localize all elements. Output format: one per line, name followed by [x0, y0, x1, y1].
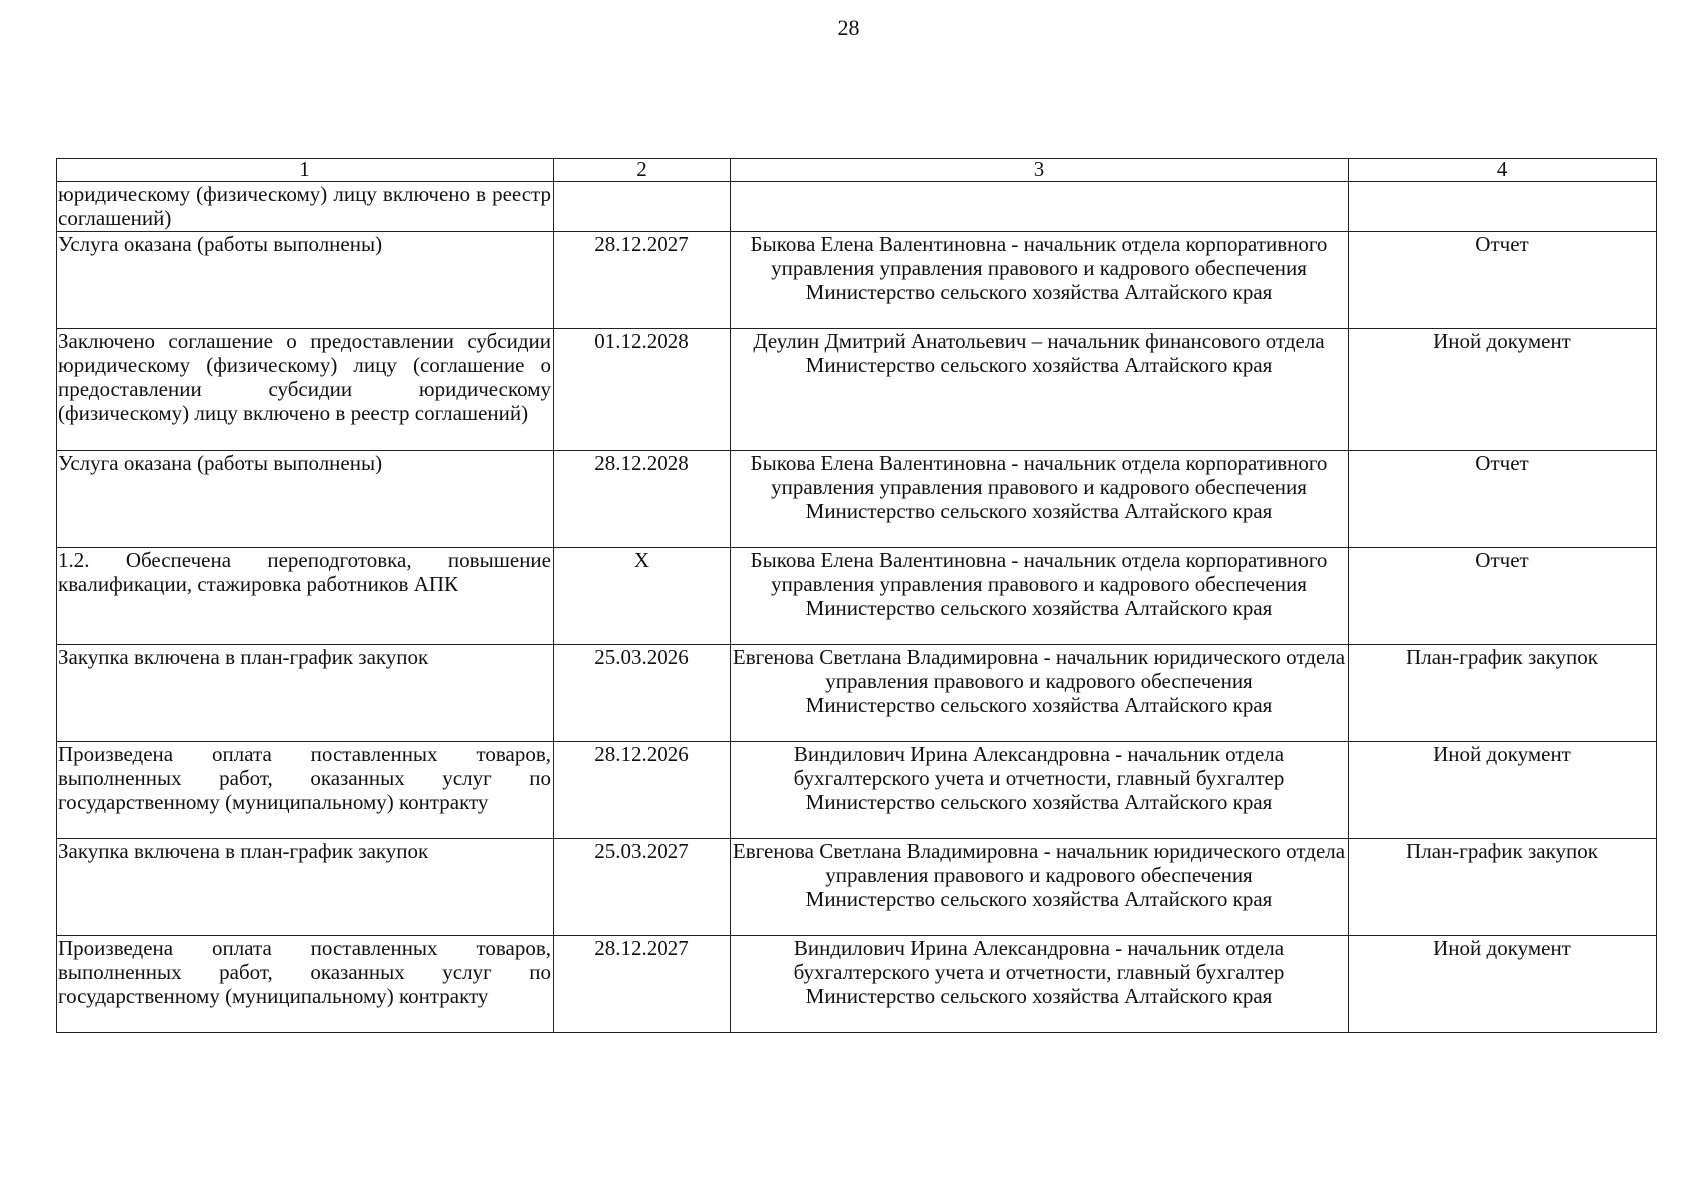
event-cell: Произведена оплата поставленных товаров, выполненных работ, оказанных услуг по государственному (муниципальному) контракту — [57, 936, 554, 1033]
page-number: 28 — [837, 15, 860, 40]
column-header-2: 2 — [554, 159, 731, 182]
date-cell: 28.12.2026 — [554, 742, 731, 839]
table-row — [57, 451, 1657, 548]
column-header-4: 4 — [1349, 159, 1657, 182]
document-cell: Отчет — [1349, 232, 1657, 329]
column-header-1: 1 — [57, 159, 554, 182]
date-cell — [554, 182, 731, 232]
event-cell: Произведена оплата поставленных товаров, выполненных работ, оказанных услуг по государственному (муниципальному) контракту — [57, 742, 554, 839]
table-row — [57, 645, 1657, 742]
responsible-cell: Деулин Дмитрий Анатольевич – начальник финансового отдела Министерство сельского хозяйства Алтайского края — [731, 329, 1349, 451]
event-cell: юридическому (физическому) лицу включено в реестр соглашений) — [57, 182, 554, 232]
date-cell: Х — [554, 548, 731, 645]
date-cell: 28.12.2027 — [554, 232, 731, 329]
table-row — [57, 182, 1657, 232]
document-cell: Иной документ — [1349, 329, 1657, 451]
date-cell: 25.03.2027 — [554, 839, 731, 936]
event-cell: Закупка включена в план-график закупок — [57, 645, 554, 742]
column-header-3: 3 — [731, 159, 1349, 182]
event-cell: Услуга оказана (работы выполнены) — [57, 451, 554, 548]
responsible-cell: Евгенова Светлана Владимировна - начальник юридического отдела управления правового и кадрового обеспечения Министерство сельского хозяйства Алтайского края — [731, 645, 1349, 742]
table-row — [57, 742, 1657, 839]
responsible-cell: Виндилович Ирина Александровна - начальник отдела бухгалтерского учета и отчетности, главный бухгалтер Министерство сельского хозяйства Алтайского края — [731, 742, 1349, 839]
responsible-cell: Евгенова Светлана Владимировна - начальник юридического отдела управления правового и кадрового обеспечения Министерство сельского хозяйства Алтайского края — [731, 839, 1349, 936]
date-cell: 01.12.2028 — [554, 329, 731, 451]
event-cell: Услуга оказана (работы выполнены) — [57, 232, 554, 329]
event-cell: Заключено соглашение о предоставлении субсидии юридическому (физическому) лицу (соглашение о предоставлении субсидии юридическому (физическому) лицу включено в реестр соглашений) — [57, 329, 554, 451]
date-cell: 25.03.2026 — [554, 645, 731, 742]
table-row — [57, 839, 1657, 936]
table-row — [57, 329, 1657, 451]
responsible-cell: Виндилович Ирина Александровна - начальник отдела бухгалтерского учета и отчетности, главный бухгалтер Министерство сельского хозяйства Алтайского края — [731, 936, 1349, 1033]
table-row — [57, 548, 1657, 645]
table-row — [57, 232, 1657, 329]
event-cell: 1.2. Обеспечена переподготовка, повышение квалификации, стажировка работников АПК — [57, 548, 554, 645]
document-cell: Иной документ — [1349, 936, 1657, 1033]
date-cell: 28.12.2028 — [554, 451, 731, 548]
document-cell: Отчет — [1349, 451, 1657, 548]
responsible-cell: Быкова Елена Валентиновна - начальник отдела корпоративного управления управления правового и кадрового обеспечения Министерство сельского хозяйства Алтайского края — [731, 232, 1349, 329]
document-cell: Отчет — [1349, 548, 1657, 645]
responsible-cell: Быкова Елена Валентиновна - начальник отдела корпоративного управления управления правового и кадрового обеспечения Министерство сельского хозяйства Алтайского края — [731, 451, 1349, 548]
table-row — [57, 936, 1657, 1033]
header-row — [57, 159, 1657, 182]
responsible-cell — [731, 182, 1349, 232]
document-cell: План-график закупок — [1349, 839, 1657, 936]
date-cell: 28.12.2027 — [554, 936, 731, 1033]
events-table — [56, 158, 1657, 1033]
document-cell — [1349, 182, 1657, 232]
responsible-cell: Быкова Елена Валентиновна - начальник отдела корпоративного управления управления правового и кадрового обеспечения Министерство сельского хозяйства Алтайского края — [731, 548, 1349, 645]
document-cell: План-график закупок — [1349, 645, 1657, 742]
document-cell: Иной документ — [1349, 742, 1657, 839]
event-cell: Закупка включена в план-график закупок — [57, 839, 554, 936]
